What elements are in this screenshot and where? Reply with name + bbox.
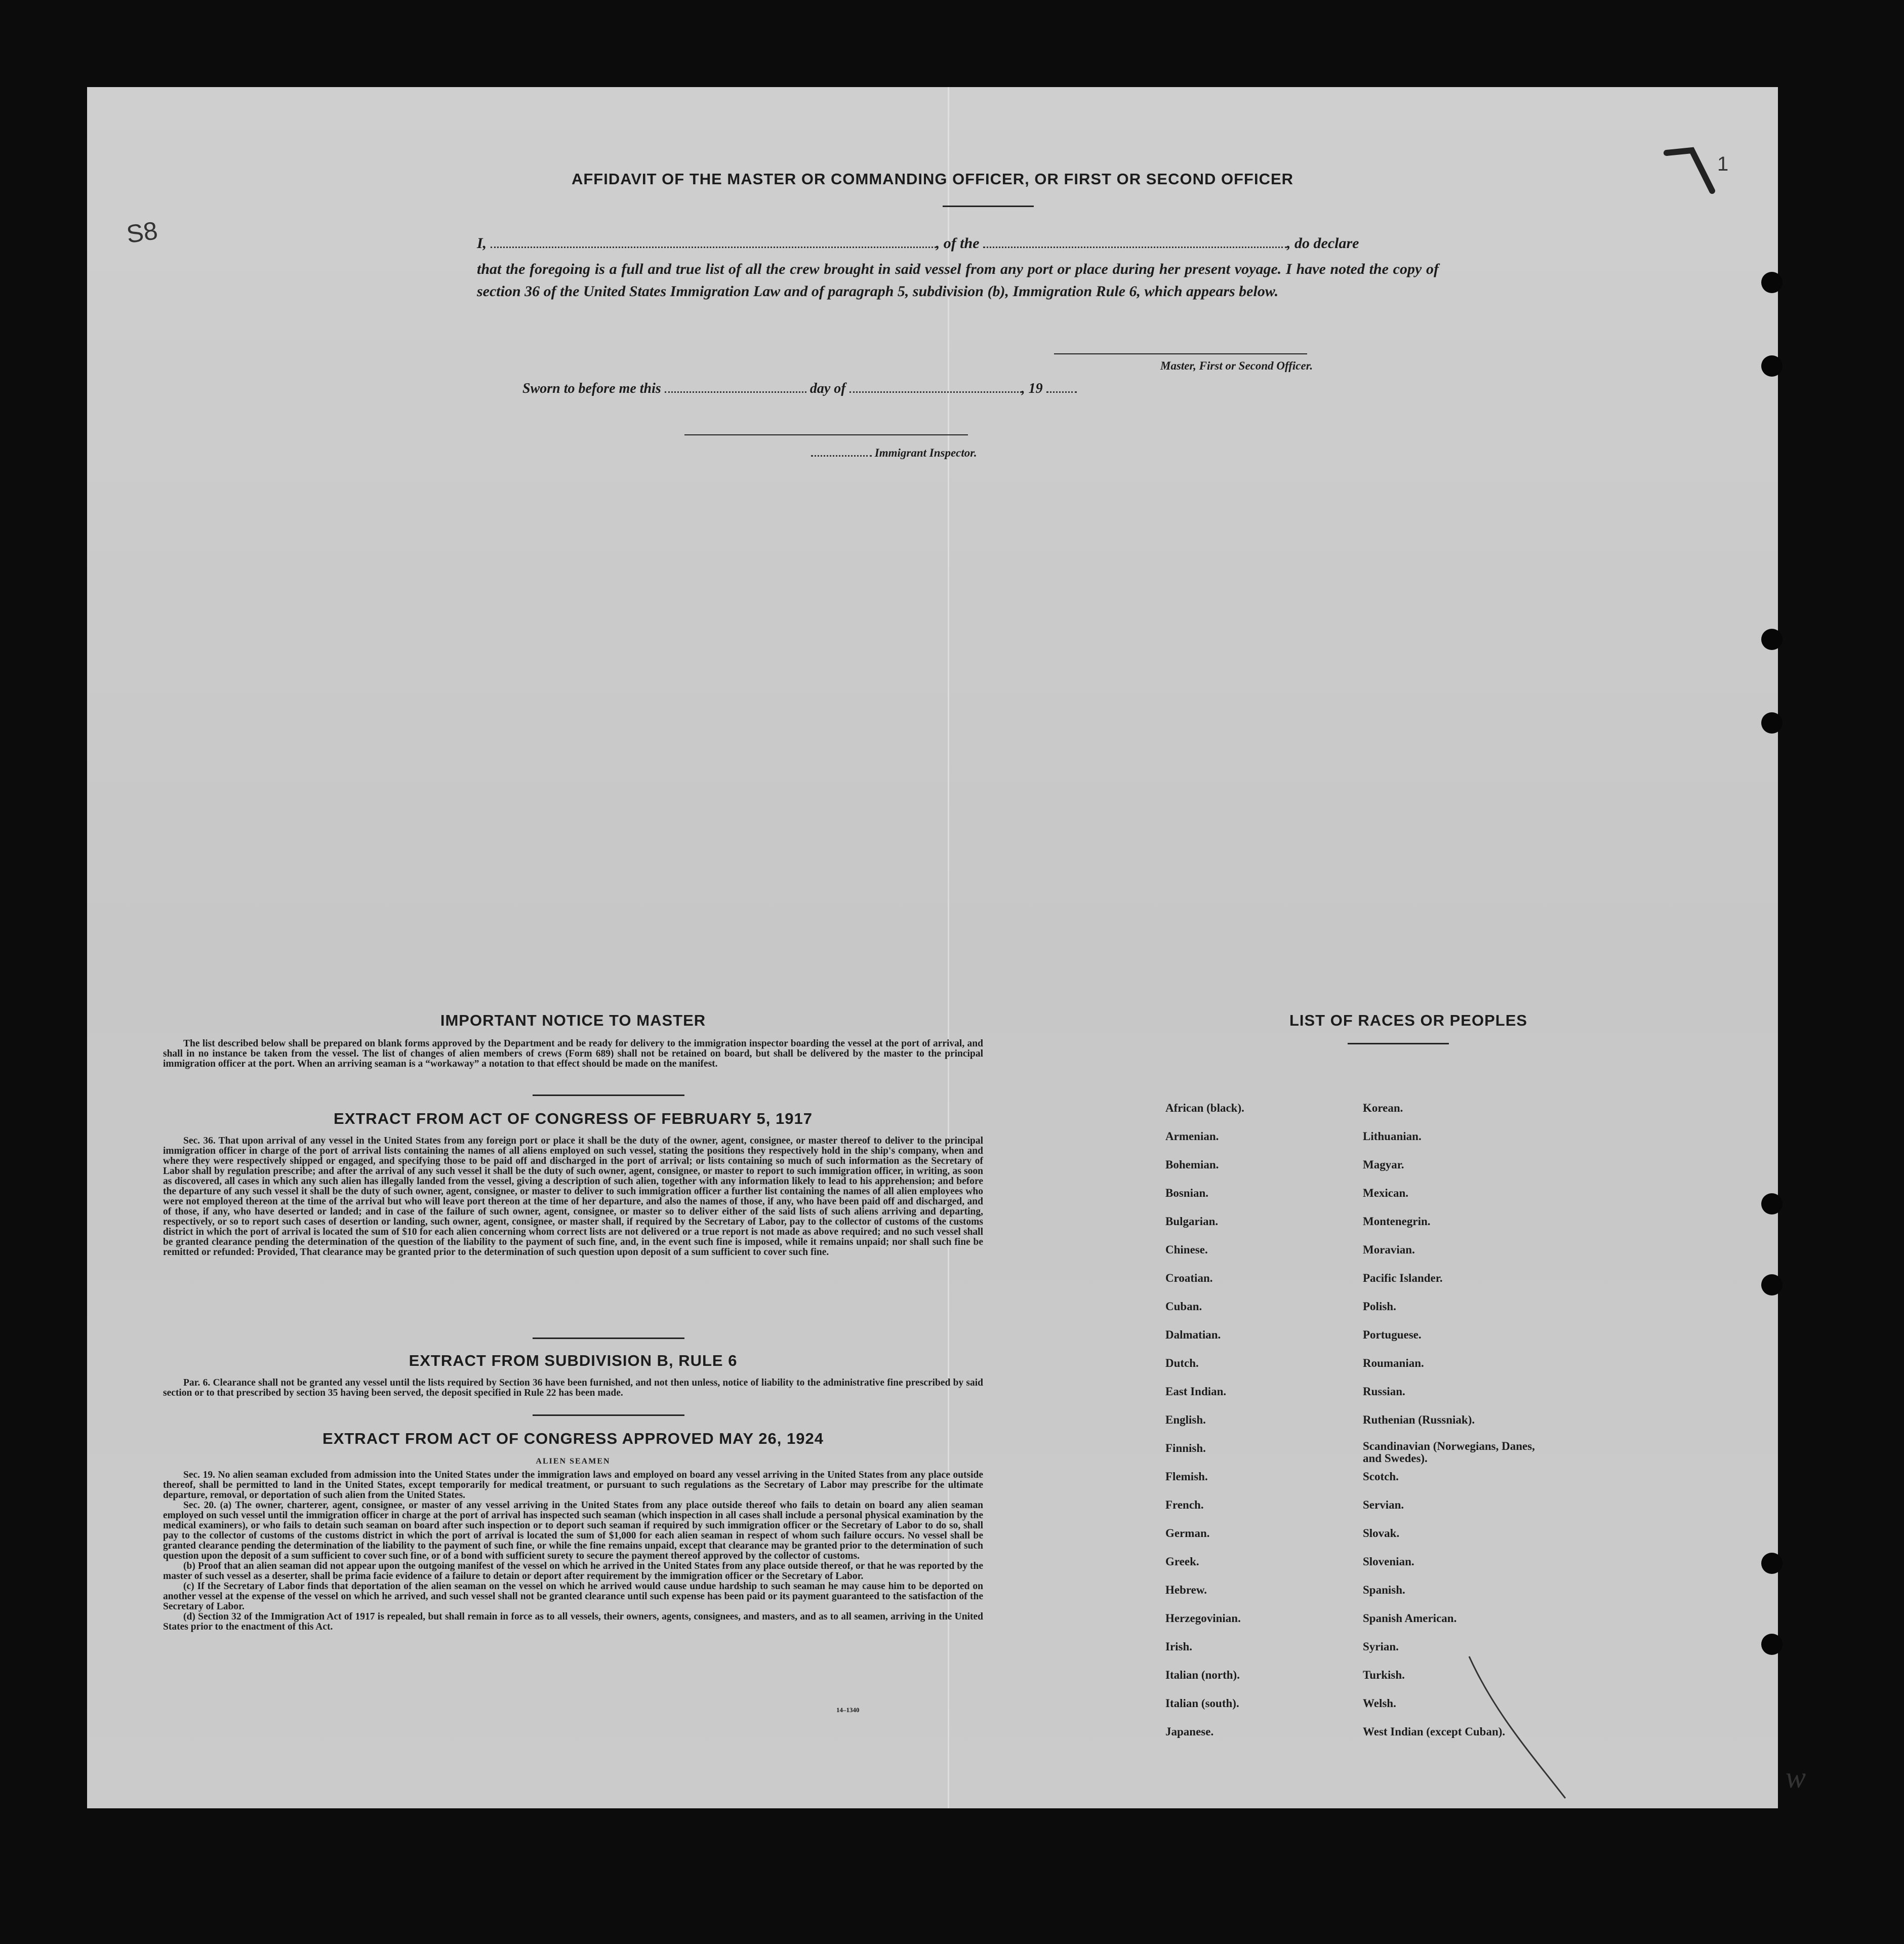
- extract-1924-paragraph: Sec. 20. (a) The owner, charterer, agent, consignee, or master of any vessel arriving in the United States from any place outside thereof who fails to detain on board any alien seaman employed on such vessel until the immigration officer in charge at the port of arrival has inspected such seaman (which inspection in all cases shall include a personal physical examination by the medical examiners), or who fails to detain such seaman on board after such inspection or to deport such seaman if required by such immigration officer or the Secretary of Labor to do so, shall pay to the collector of customs of the customs district in which the port of arrival is located the sum of $1,000 for each alien seaman in respect of whom such failure occurs. No vessel shall be granted clearance pending the determination of the liability to the payment of such fine, or while the fine remains unpaid, except that clearance may be granted prior to the determination of such question upon the deposit of a sum sufficient to cover such fine, or of a bond with sufficient surety to secure the payment thereof approved by the collector of customs.: [163, 1500, 983, 1561]
- declaration-i: I,: [477, 235, 487, 252]
- extract-1924-title: EXTRACT FROM ACT OF CONGRESS APPROVED MAY 26, 1924: [322, 1430, 824, 1447]
- race-item: Turkish.: [1363, 1669, 1405, 1681]
- race-item: African (black).: [1165, 1102, 1244, 1114]
- declaration-of-the: , of the: [936, 235, 980, 252]
- inspector-signature-line[interactable]: [684, 434, 968, 435]
- race-item: Bulgarian.: [1165, 1215, 1219, 1228]
- race-item: Armenian.: [1165, 1130, 1219, 1143]
- extract-1924-paragraph: (b) Proof that an alien seaman did not appear upon the outgoing manifest of the vessel on which he arrived in the United States from any place outside thereof, or that he was reported by the master of such vessel as a deserter, shall be prima facie evidence of a failure to detain or deport after requirement by the immigration officer or the Secretary of Labor.: [163, 1561, 983, 1582]
- race-item: Welsh.: [1363, 1697, 1396, 1710]
- punch-hole: [1761, 1193, 1783, 1214]
- race-item: Scandinavian (Norwegians, Danes, and Swedes).: [1363, 1440, 1535, 1465]
- name-blank[interactable]: [491, 246, 936, 248]
- sworn-line: [522, 381, 1077, 397]
- declaration-declare: , do declare: [1287, 235, 1359, 252]
- race-item: Italian (north).: [1165, 1669, 1240, 1681]
- extract-1924-text: [163, 1470, 983, 1632]
- race-item: Herzegovinian.: [1165, 1612, 1241, 1625]
- race-item: Ruthenian (Russniak).: [1363, 1413, 1475, 1426]
- race-item: Servian.: [1363, 1498, 1404, 1511]
- race-item: Spanish American.: [1363, 1612, 1457, 1625]
- race-item: Dalmatian.: [1165, 1328, 1221, 1341]
- race-item: English.: [1165, 1413, 1206, 1426]
- extract-1924-subtitle: ALIEN SEAMEN: [536, 1457, 611, 1466]
- race-item: Pacific Islander.: [1363, 1272, 1443, 1284]
- punch-hole: [1761, 629, 1783, 650]
- punch-hole: [1761, 712, 1783, 734]
- punch-hole: [1761, 1274, 1783, 1295]
- race-item: Portuguese.: [1363, 1328, 1422, 1341]
- race-item: Italian (south).: [1165, 1697, 1239, 1710]
- race-item: Bosnian.: [1165, 1187, 1209, 1199]
- race-item: Chinese.: [1165, 1243, 1208, 1256]
- extract-1924-paragraph: (c) If the Secretary of Labor finds that deportation of the alien seaman on the vessel on which he arrived would cause undue hardship to such seaman he may cause him to be deported on another vessel at the expense of the vessel on which he arrived, and such vessel shall not be granted clearance until such expense has been paid or its payment guaranteed to the satisfaction of the Secretary of Labor.: [163, 1581, 983, 1612]
- punch-hole: [1761, 355, 1783, 377]
- sworn-prefix: Sworn to before me this: [522, 381, 661, 396]
- race-item: Mexican.: [1363, 1187, 1409, 1199]
- race-item: Magyar.: [1363, 1158, 1404, 1171]
- race-item: Scotch.: [1363, 1470, 1399, 1483]
- race-item: Greek.: [1165, 1555, 1199, 1568]
- race-item: Moravian.: [1363, 1243, 1415, 1256]
- punch-hole: [1761, 1634, 1783, 1655]
- signature-label: Master, First or Second Officer.: [1160, 359, 1313, 372]
- section-divider: [533, 1414, 684, 1416]
- title-underline: [943, 206, 1034, 207]
- sworn-day-of: day of: [809, 381, 846, 396]
- inspector-line: [811, 447, 977, 460]
- notice-paragraph: The list described below shall be prepared on blank forms approved by the Department and be ready for delivery to the immigration inspector boarding the vessel at the port of arrival, and shall in no instance be taken from the vessel. The list of changes of alien members of crews (Form 689) shall not be retained on board, but shall be delivered by the master to the principal immigration officer at the port. When an arriving seaman is a “workaway” a notation to that effect should be made on the manifest.: [163, 1038, 983, 1069]
- notice-text: [163, 1039, 983, 1069]
- race-item: French.: [1165, 1498, 1204, 1511]
- race-item: Korean.: [1363, 1102, 1403, 1114]
- document-page: [87, 87, 1806, 1808]
- race-item: Hebrew.: [1165, 1584, 1207, 1596]
- extract-1917-paragraph: Sec. 36. That upon arrival of any vessel in the United States from any foreign port or place it shall be the duty of the owner, agent, consignee, or master thereof to deliver to the principal immigration officer in charge of the port of arrival lists containing the names of all aliens employed on such vessel, stating the positions they respectively hold in the ship's company, when and where they were respectively shipped or engaged, and specifying those to be paid off and discharged in the port of arrival; or lists containing so much of such information as the Secretary of Labor shall by regulation prescribe; and after the arrival of any such vessel it shall be the duty of such owner, agent, consignee, or master to report to such immigration officer, in writing, as soon as discovered, all cases in which any such alien has illegally landed from the vessel, giving a description of such alien, together with any information likely to lead to his apprehension; and before the departure of any such vessel it shall be the duty of such owner, agent, consignee, or master to deliver to such immigration officer a further list containing the names of all alien employees who were not employed thereon at the time of the arrival but who will leave port thereon at the time of her departure, and also the names of those, if any, who have been paid off and discharged, and of those, if any, who have deserted or landed; and in case of the failure of such owner, agent, consignee, or master so to deliver either of the said lists of such aliens arriving and departing, respectively, or so to report such cases of desertion or landing, such owner, agent, consignee, or master shall, if required by the Secretary of Labor, pay to the collector of customs of the customs district in which the port of arrival is located the sum of $10 for each alien concerning whom correct lists are not delivered or a true report is not made as above required; and no such vessel shall be granted clearance pending the determination of the question of the liability to the payment of such fine, and, in the event such fine is imposed, while it remains unpaid; nor shall such fine be remitted or refunded: Provided, That clearance may be granted prior to the determination of such question upon deposit of a sum sufficient to cover such fine.: [163, 1136, 983, 1258]
- race-item: East Indian.: [1165, 1385, 1227, 1398]
- notice-title: IMPORTANT NOTICE TO MASTER: [440, 1011, 706, 1029]
- affidavit-paragraph: that the foregoing is a full and true list of all the crew brought in said vessel from any port or place during her present voyage. I have noted the copy of section 36 of the United States Immigration Law and of paragraph 5, subdivision (b), Immigration Rule 6, which appears below.: [477, 261, 1439, 300]
- race-item: Dutch.: [1165, 1357, 1199, 1369]
- races-column-right: [1363, 1102, 1575, 1738]
- race-item: Montenegrin.: [1363, 1215, 1431, 1228]
- race-item: Spanish.: [1363, 1584, 1405, 1596]
- section-divider: [533, 1095, 684, 1096]
- extract-rule6-title: EXTRACT FROM SUBDIVISION B, RULE 6: [409, 1352, 738, 1369]
- race-item: Flemish.: [1165, 1470, 1208, 1483]
- race-item: Finnish.: [1165, 1442, 1206, 1454]
- declaration-line: [477, 235, 1359, 252]
- sworn-month-blank[interactable]: [849, 391, 1022, 393]
- inspector-dots: [811, 455, 872, 457]
- signature-line[interactable]: [1054, 353, 1307, 354]
- section-divider: [533, 1338, 684, 1339]
- corner-mark: 1: [1717, 153, 1729, 175]
- sworn-day-blank[interactable]: [665, 391, 806, 393]
- races-column-left: [1165, 1102, 1358, 1738]
- extract-1924-paragraph: (d) Section 32 of the Immigration Act of 1917 is repealed, but shall remain in force as to all vessels, their owners, agents, consignees, and masters, and as to all seamen, arriving in the United States prior to the enactment of this Act.: [163, 1611, 983, 1632]
- race-item: Roumanian.: [1363, 1357, 1424, 1369]
- race-item: Lithuanian.: [1363, 1130, 1422, 1143]
- race-item: Russian.: [1363, 1385, 1405, 1398]
- corner-mark: w: [1786, 1761, 1806, 1794]
- race-item: Irish.: [1165, 1640, 1193, 1653]
- race-item: German.: [1165, 1527, 1210, 1540]
- races-title: LIST OF RACES OR PEOPLES: [1289, 1011, 1528, 1029]
- affidavit-title: AFFIDAVIT OF THE MASTER OR COMMANDING OFFICER, OR FIRST OR SECOND OFFICER: [571, 170, 1294, 188]
- race-item: Slovenian.: [1363, 1555, 1414, 1568]
- inspector-label: Immigrant Inspector.: [874, 447, 977, 459]
- extract-1917-title: EXTRACT FROM ACT OF CONGRESS OF FEBRUARY 5, 1917: [334, 1110, 813, 1127]
- race-item: West Indian (except Cuban).: [1363, 1725, 1506, 1738]
- race-item: Slovak.: [1363, 1527, 1400, 1540]
- form-number: 14–1340: [836, 1706, 860, 1714]
- punch-hole: [1761, 1553, 1783, 1574]
- extract-1924-paragraph: Sec. 19. No alien seaman excluded from admission into the United States under the immigration laws and employed on board any vessel arriving in the United States from any place outside thereof, shall be permitted to land in the United States, except temporarily for medical treatment, or pursuant to such regulations as the Secretary of Labor may prescribe for the ultimate departure, removal, or deportation of such alien from the United States.: [163, 1470, 983, 1501]
- vessel-blank[interactable]: [983, 246, 1287, 248]
- extract-rule6-paragraph: Par. 6. Clearance shall not be granted any vessel until the lists required by Section 36 have been furnished, and not then unless, notice of liability to the administrative fine prescribed by said section or to that prescribed by section 35 having been served, the deposit specified in Rule 22 has been made.: [163, 1378, 983, 1398]
- race-item: Polish.: [1363, 1300, 1396, 1313]
- extract-1917-text: [163, 1136, 983, 1258]
- margin-mark: S8: [125, 216, 159, 249]
- race-item: Cuban.: [1165, 1300, 1202, 1313]
- race-item: Syrian.: [1363, 1640, 1399, 1653]
- race-item: Japanese.: [1165, 1725, 1214, 1738]
- race-item: Croatian.: [1165, 1272, 1213, 1284]
- extract-rule6-text: [163, 1378, 983, 1398]
- punch-hole: [1761, 272, 1783, 293]
- sworn-year: , 19: [1021, 381, 1043, 396]
- race-item: Bohemian.: [1165, 1158, 1219, 1171]
- races-title-underline: [1348, 1043, 1449, 1044]
- sworn-year-blank[interactable]: [1046, 391, 1077, 393]
